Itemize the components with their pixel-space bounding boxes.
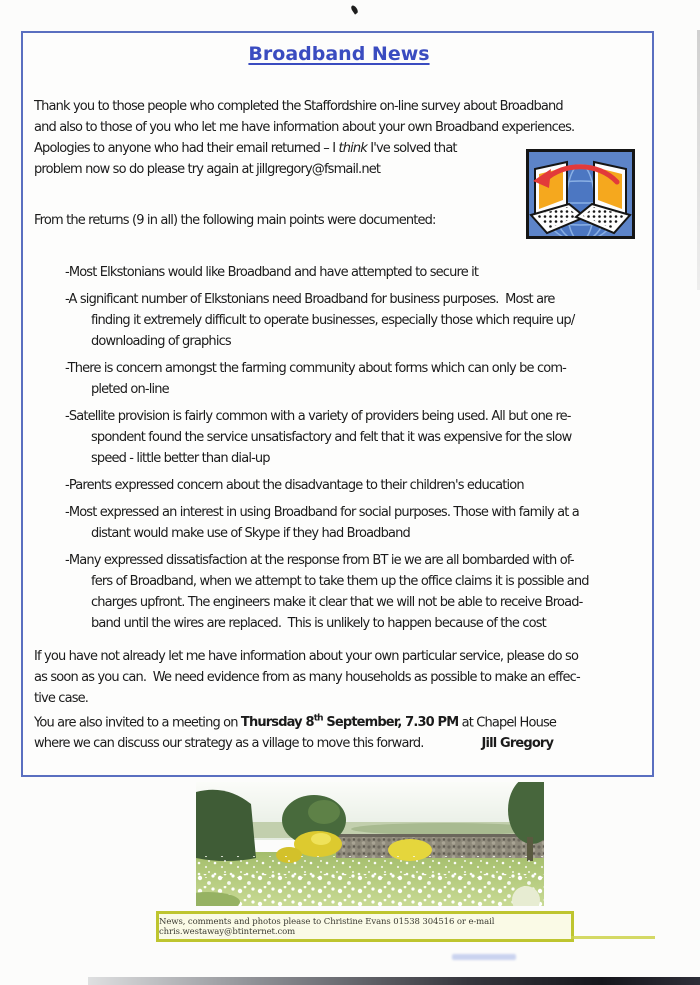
meeting-time: September, 7.30 PM: [322, 715, 459, 731]
bullet-list: [65, 262, 630, 634]
signature: Jill Gregory: [481, 736, 554, 752]
contact-banner: [156, 911, 574, 942]
highlight-streak-artifact: [571, 936, 655, 939]
intro-text-1: Thank you to those people who completed the Staffordshire on-line survey about Broadband and also to those of you who let me have information about your own Broadband experiences. Apologies to anyone who had their email returned – I: [34, 99, 575, 156]
bullet-item: -Many expressed dissatisfaction at the response from BT ie we are all bombarded with of- fers of Broadband, when we attempt to take them up the office claims it is possible and charges upfront. The engineers make it clear that we will not be able to receive Broad- band until the wires are replaced. This is unlikely to happen because of the cost: [65, 553, 589, 631]
bullet-item: -A significant number of Elkstonians need Broadband for business purposes. Most are finding it extremely difficult to operate businesses, especially those which require up/ downloading of graphics: [65, 292, 575, 349]
bullet-item: -Satellite provision is fairly common with a variety of providers being used. All but one re- spondent found the service unsatisfactory and felt that it was expensive for the slow speed - little better than dial-up: [65, 409, 572, 466]
bullet-item: -Parents expressed concern about the disadvantage to their children's education: [65, 478, 524, 493]
scan-bottom-edge: [88, 977, 700, 985]
intro-italic-word: think: [338, 141, 367, 156]
blue-smudge-artifact: [452, 954, 516, 960]
bullet-item: -There is concern amongst the farming community about forms which can only be com- pleted on-line: [65, 361, 567, 397]
meadow-photo: [196, 782, 544, 906]
laptops-globe-clipart-icon: [526, 149, 635, 239]
meeting-ordinal: th: [313, 714, 323, 724]
meeting-day: Thursday 8: [240, 715, 314, 731]
meeting-date-bold: [241, 715, 458, 730]
meeting-paragraph: [34, 709, 644, 754]
newsletter-box: [21, 31, 654, 777]
page-title: Broadband News: [248, 43, 430, 65]
closing-paragraph: If you have not already let me have information about your own particular service, please do so as soon as you can. We need evidence from as many households as possible to make an effec- tive case.: [34, 649, 580, 706]
intro-text-2: I've solved that problem now so do please try again at jillgregory@fsmail.net: [34, 141, 457, 177]
contact-banner-text: News, comments and photos please to Christine Evans 01538 304516 or e-mail chris.westaway@btinternet.com: [159, 916, 495, 937]
bullet-item: -Most expressed an interest in using Broadband for social purposes. Those with family at a distant would make use of Skype if they had Broadband: [65, 505, 579, 541]
returns-summary-line: From the returns (9 in all) the following main points were documented:: [34, 213, 436, 228]
bullet-item: -Most Elkstonians would like Broadband and have attempted to secure it: [65, 265, 479, 280]
pen-mark-artifact: [350, 4, 359, 14]
meeting-text-2: at Chapel House where we can discuss our strategy as a village to move this forward.: [34, 715, 557, 752]
meeting-text-1: You are also invited to a meeting on: [34, 715, 241, 731]
